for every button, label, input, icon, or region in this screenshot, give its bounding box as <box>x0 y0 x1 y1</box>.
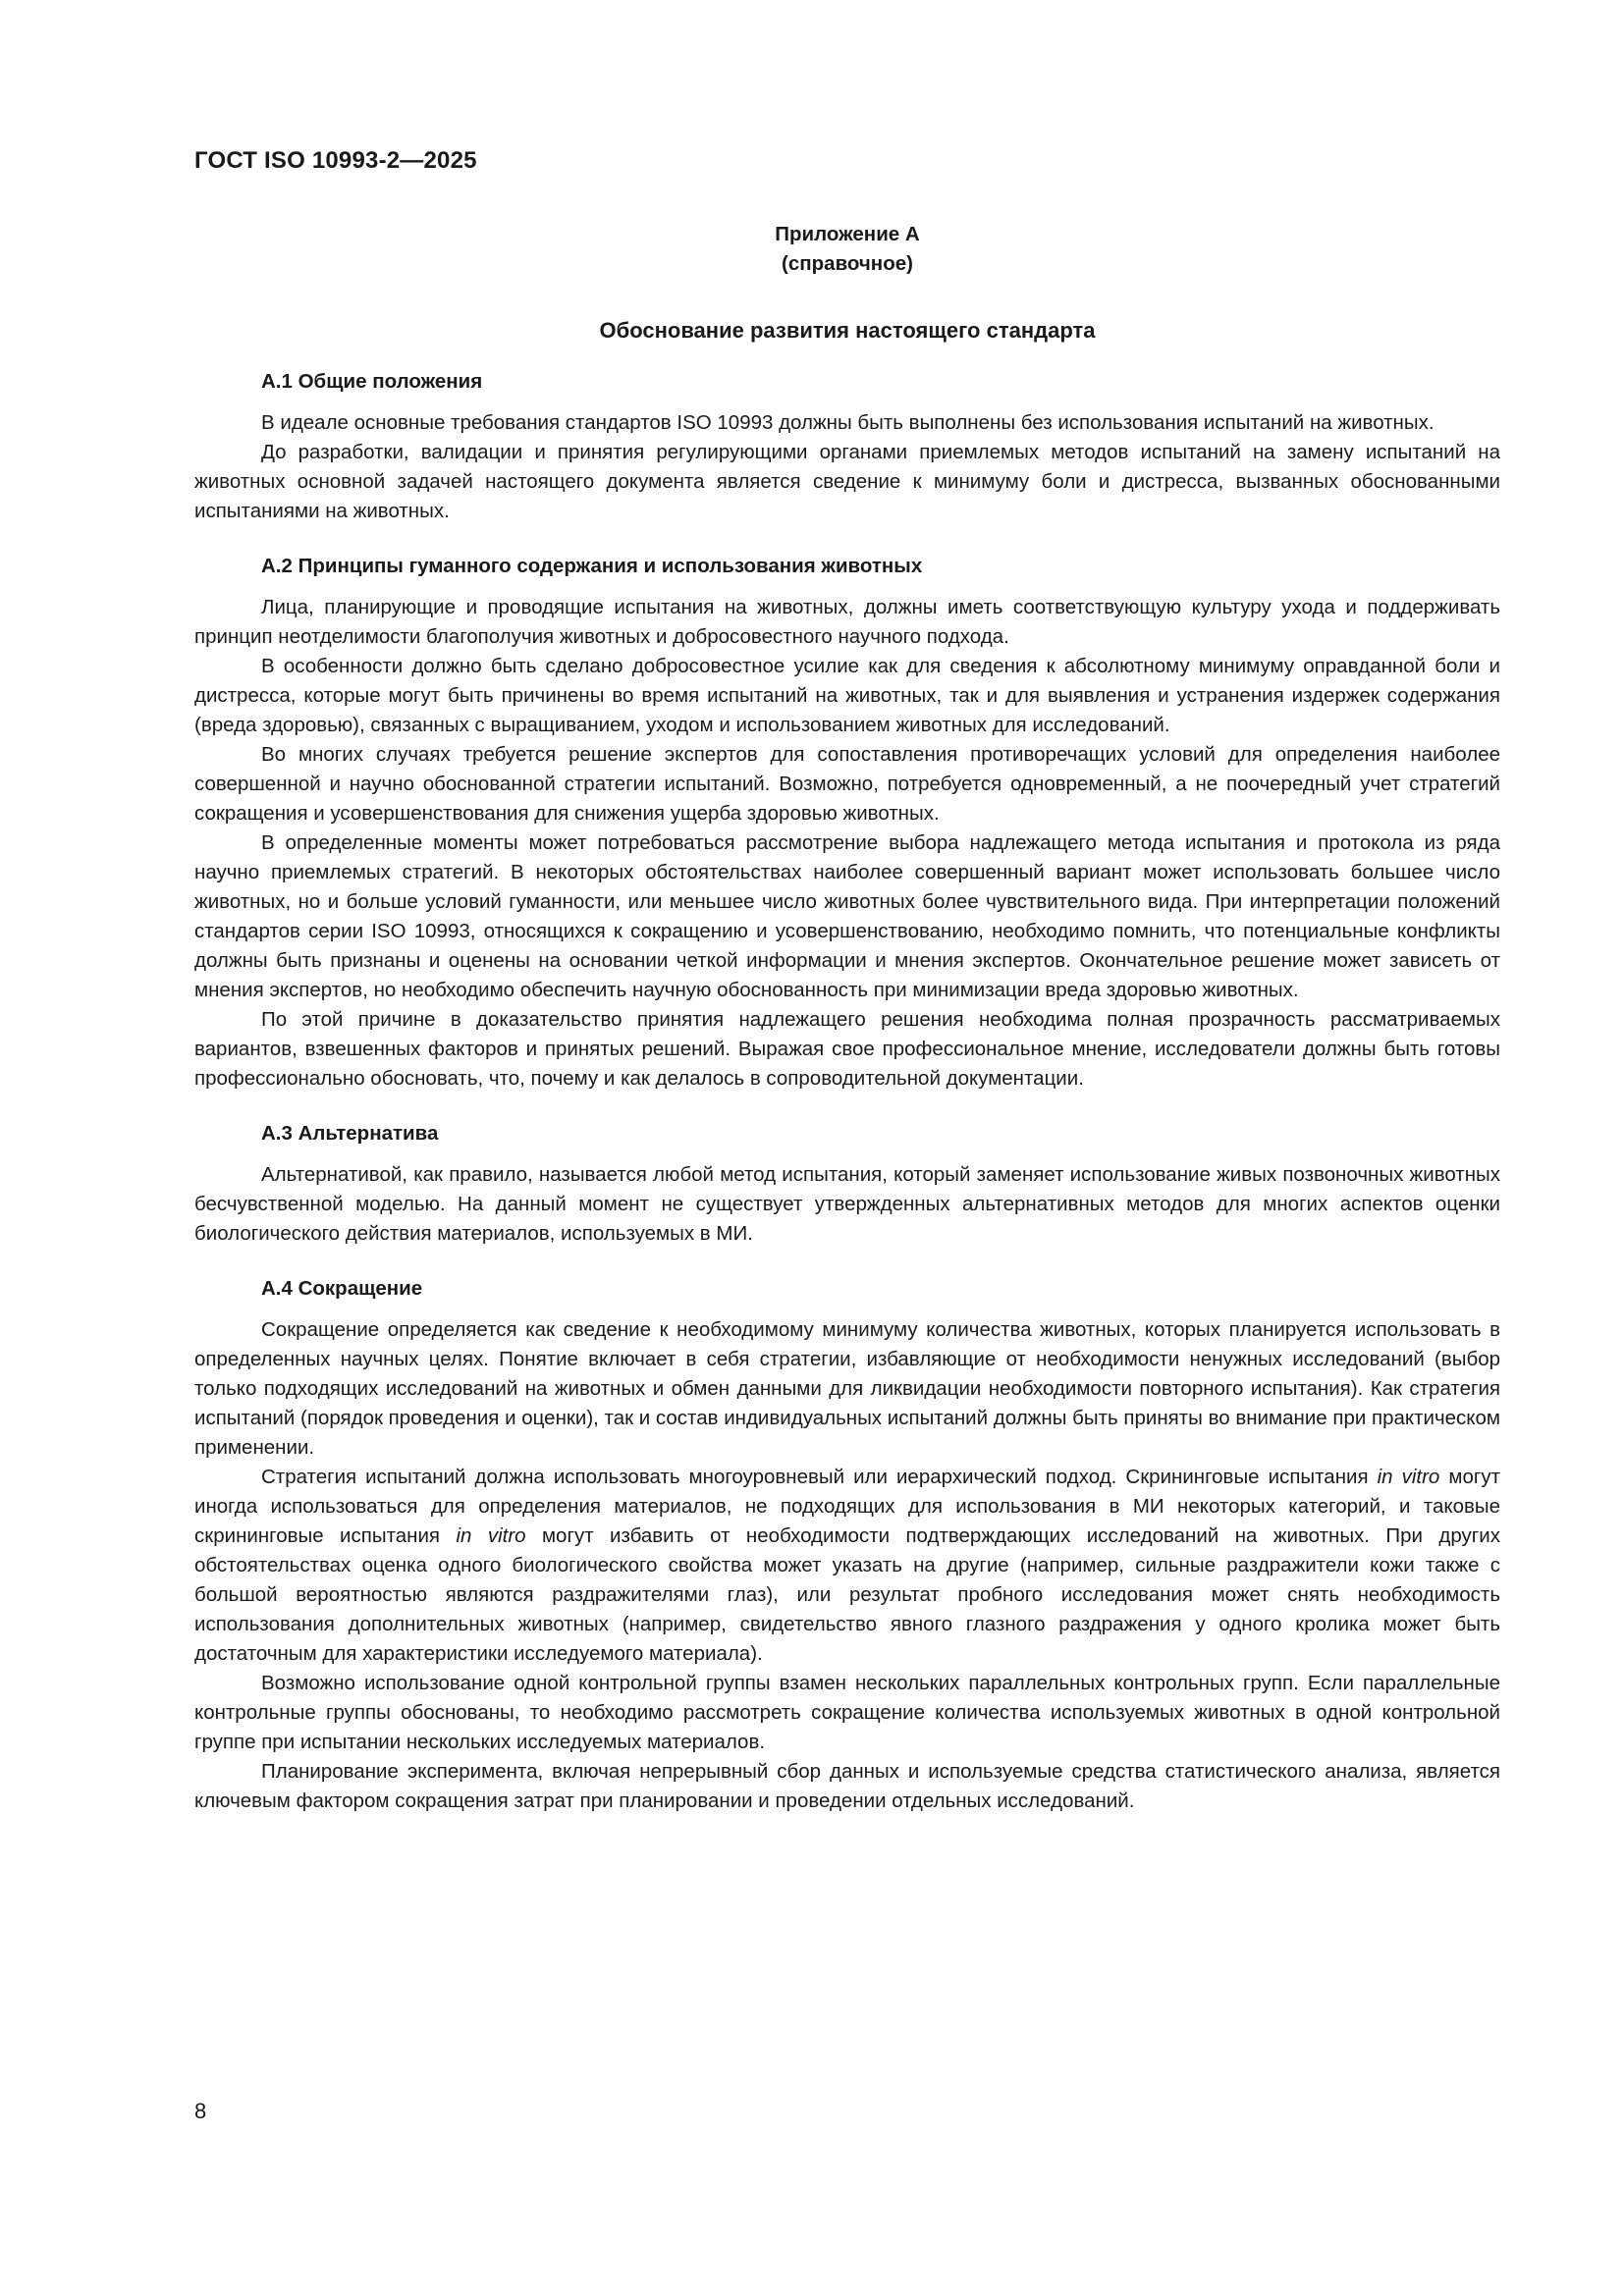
section-a1-paragraph: В идеале основные требования стандартов ISO 10993 должны быть выполнены без использования испытаний на животных. <box>261 411 1435 434</box>
section-a3-heading: А.3 Альтернатива <box>261 1122 439 1145</box>
section-a2-paragraph: Во многих случаях требуется решение экспертов для сопоставления противоречащих условий для определения наиболее совершенной и научно обоснованной стратегии испытаний. Возможно, потребуется одновременный, а не поочередный учет стратегий сокращения и усовершенствования для снижения ущерба здоровью животных. <box>194 743 1500 825</box>
section-a4-paragraph: Возможно использование одной контрольной группы взамен нескольких параллельных контрольных групп. Если параллельные контрольные группы обоснованы, то необходимо рассмотреть сокращение количества используемых животных в одной контрольной группе при испытании нескольких исследуемых материалов. <box>194 1672 1500 1753</box>
section-a1-paragraph: До разработки, валидации и принятия регулирующими органами приемлемых методов испытаний на замену испытаний на животных основной задачей настоящего документа является сведение к минимуму боли и дистресса, вызванных обоснованными испытаниями на животных. <box>194 441 1500 522</box>
section-a2-paragraph: Лица, планирующие и проводящие испытания на животных, должны иметь соответствующую культуру ухода и поддерживать принцип неотделимости благополучия животных и добросовестного научного подхода. <box>194 596 1500 648</box>
annex-type: (справочное) <box>782 252 913 275</box>
page-content <box>194 220 1500 1816</box>
annex-heading: Обоснование развития настоящего стандарта <box>599 318 1096 343</box>
section-a2-paragraph: По этой причине в доказательство принятия надлежащего решения необходима полная прозрачность рассматриваемых вариантов, взвешенных факторов и принятых решений. Выражая свое профессиональное мнение, исследователи должны быть готовы профессионально обосновать, что, почему и как делалось в сопроводительной документации. <box>194 1008 1500 1090</box>
section-a2-paragraph: В определенные моменты может потребоваться рассмотрение выбора надлежащего метода испытания и протокола из ряда научно приемлемых стратегий. В некоторых обстоятельствах наиболее совершенный вариант может использовать большее число животных, но и больше условий гуманности, или меньшее число животных более чувствительного вида. При интерпретации положений стандартов серии ISO 10993, относящихся к сокращению и усовершенствованию, необходимо помнить, что потенциальные конфликты должны быть признаны и оценены на основании четкой информации и мнения экспертов. Окончательное решение может зависеть от мнения экспертов, но необходимо обеспечить научную обоснованность при минимизации вреда здоровью животных. <box>194 831 1500 1001</box>
section-a4-paragraph-in-vitro <box>194 1463 1500 1669</box>
section-a4-paragraph: Сокращение определяется как сведение к необходимому минимуму количества животных, которых планируется использовать в определенных научных целях. Понятие включает в себя стратегии, избавляющие от необходимости ненужных исследований (выбор только подходящих исследований на животных и обмен данными для ликвидации необходимости повторного испытания). Как стратегия испытаний (порядок проведения и оценки), так и состав индивидуальных испытаний должны быть приняты во внимание при практическом применении. <box>194 1318 1500 1459</box>
italic-term: in vitro <box>456 1524 526 1547</box>
section-a4-heading: А.4 Сокращение <box>261 1277 423 1300</box>
annex-title: Приложение А <box>775 223 920 245</box>
section-a1-heading: А.1 Общие положения <box>261 370 483 393</box>
page-number: 8 <box>194 2099 207 2123</box>
section-a4-paragraph: Планирование эксперимента, включая непрерывный сбор данных и используемые средства статистического анализа, является ключевым фактором сокращения затрат при планировании и проведении отдельных исследований. <box>194 1760 1500 1812</box>
paragraph-text-segment: могут избавить от необходимости подтверждающих исследований на животных. При других обстоятельствах оценка одного биологического свойства может указать на другие (например, сильные раздражители кожи также с большой вероятностью являются раздражителями глаз), или результат пробного исследования может снять необходимость использования дополнительных животных (например, свидетельство явного глазного раздражения у одного кролика может быть достаточным для характеристики исследуемого материала). <box>194 1524 1500 1665</box>
section-a2-heading: А.2 Принципы гуманного содержания и использования животных <box>261 555 923 577</box>
paragraph-text-segment: Стратегия испытаний должна использовать многоуровневый или иерархический подход. Скрининговые испытания <box>261 1466 1378 1488</box>
section-a3-paragraph: Альтернативой, как правило, называется любой метод испытания, который заменяет использование живых позвоночных животных бесчувственной моделью. На данный момент не существует утвержденных альтернативных методов для многих аспектов оценки биологического действия материалов, используемых в МИ. <box>194 1163 1500 1245</box>
italic-term: in vitro <box>1377 1466 1440 1488</box>
paragraph-text-segment: могут иногда использоваться для определения материалов, не подходящих для использования в МИ некоторых категорий, и таковые скрининговые испытания <box>194 1466 1500 1547</box>
section-a2-paragraph: В особенности должно быть сделано добросовестное усилие как для сведения к абсолютному минимуму оправданной боли и дистресса, которые могут быть причинены во время испытаний на животных, так и для выявления и устранения издержек содержания (вреда здоровью), связанных с выращиванием, уходом и использованием животных для исследований. <box>194 655 1500 736</box>
document-code: ГОСТ ISO 10993-2—2025 <box>194 147 477 174</box>
